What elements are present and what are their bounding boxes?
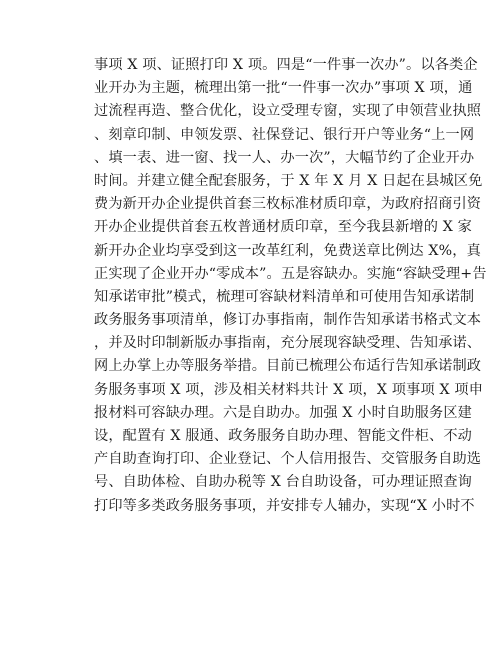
text-line: 业开办为主题，梳理出第一批“一件事一次办”事项 X 项，通 bbox=[94, 80, 473, 97]
text-line: 号、自助体检、自助办税等 X 台自助设备，可办理证照查询 bbox=[94, 474, 473, 491]
text-line: 、填一表、进一窗、找一人、办一次”，大幅节约了企业开办 bbox=[94, 149, 475, 166]
text-line: 费为新开办企业提供首套三枚标准材质印章，为政府招商引资 bbox=[94, 196, 482, 213]
text-line: 产自助查询打印、企业登记、个人信用报告、交管服务自助选 bbox=[94, 451, 482, 468]
text-line: 设，配置有 X 服通、政务服务自助办理、智能文件柜、不动 bbox=[94, 428, 473, 444]
text-line: 知承诺审批”模式，梳理可容缺材料清单和可使用告知承诺制 bbox=[94, 288, 475, 305]
text-line: 、刻章印制、申领发票、社保登记、银行开户等业务“上一网 bbox=[94, 126, 475, 143]
text-line: 时间。并建立健全配套服务，于 X 年 X 月 X 日起在县城区免 bbox=[94, 172, 483, 189]
text-line: 事项 X 项、证照打印 X 项。四是“一件事一次办”。以各类企 bbox=[94, 57, 478, 73]
text-line: 正实现了企业开办“零成本”。五是容缺办。实施“容缺受理+告 bbox=[94, 265, 487, 282]
text-line: ，并及时印制新版办事指南，充分展现容缺受理、告知承诺、 bbox=[94, 335, 482, 352]
body-text bbox=[94, 54, 487, 518]
text-line: 新开办企业均享受到这一改革红利，免费送章比例达 X%，真 bbox=[94, 242, 481, 259]
text-line: 报材料可容缺办理。六是自助办。加强 X 小时自助服务区建 bbox=[94, 404, 473, 421]
text-line: 政务服务事项清单，修订办事指南，制作告知承诺书格式文本 bbox=[94, 312, 482, 329]
text-line: 网上办掌上办等服务举措。目前已梳理公布适行告知承诺制政 bbox=[94, 358, 482, 375]
text-line: 打印等多类政务服务事项，并安排专人辅办，实现“X 小时不 bbox=[94, 497, 475, 514]
text-line: 开办企业提供首套五枚普通材质印章，至今我县新增的 X 家 bbox=[94, 219, 473, 236]
text-line: 过流程再造、整合优化，设立受理专窗，实现了申领营业执照 bbox=[94, 103, 482, 120]
text-line: 务服务事项 X 项，涉及相关材料共计 X 项，X 项事项 X 项申 bbox=[94, 381, 484, 398]
